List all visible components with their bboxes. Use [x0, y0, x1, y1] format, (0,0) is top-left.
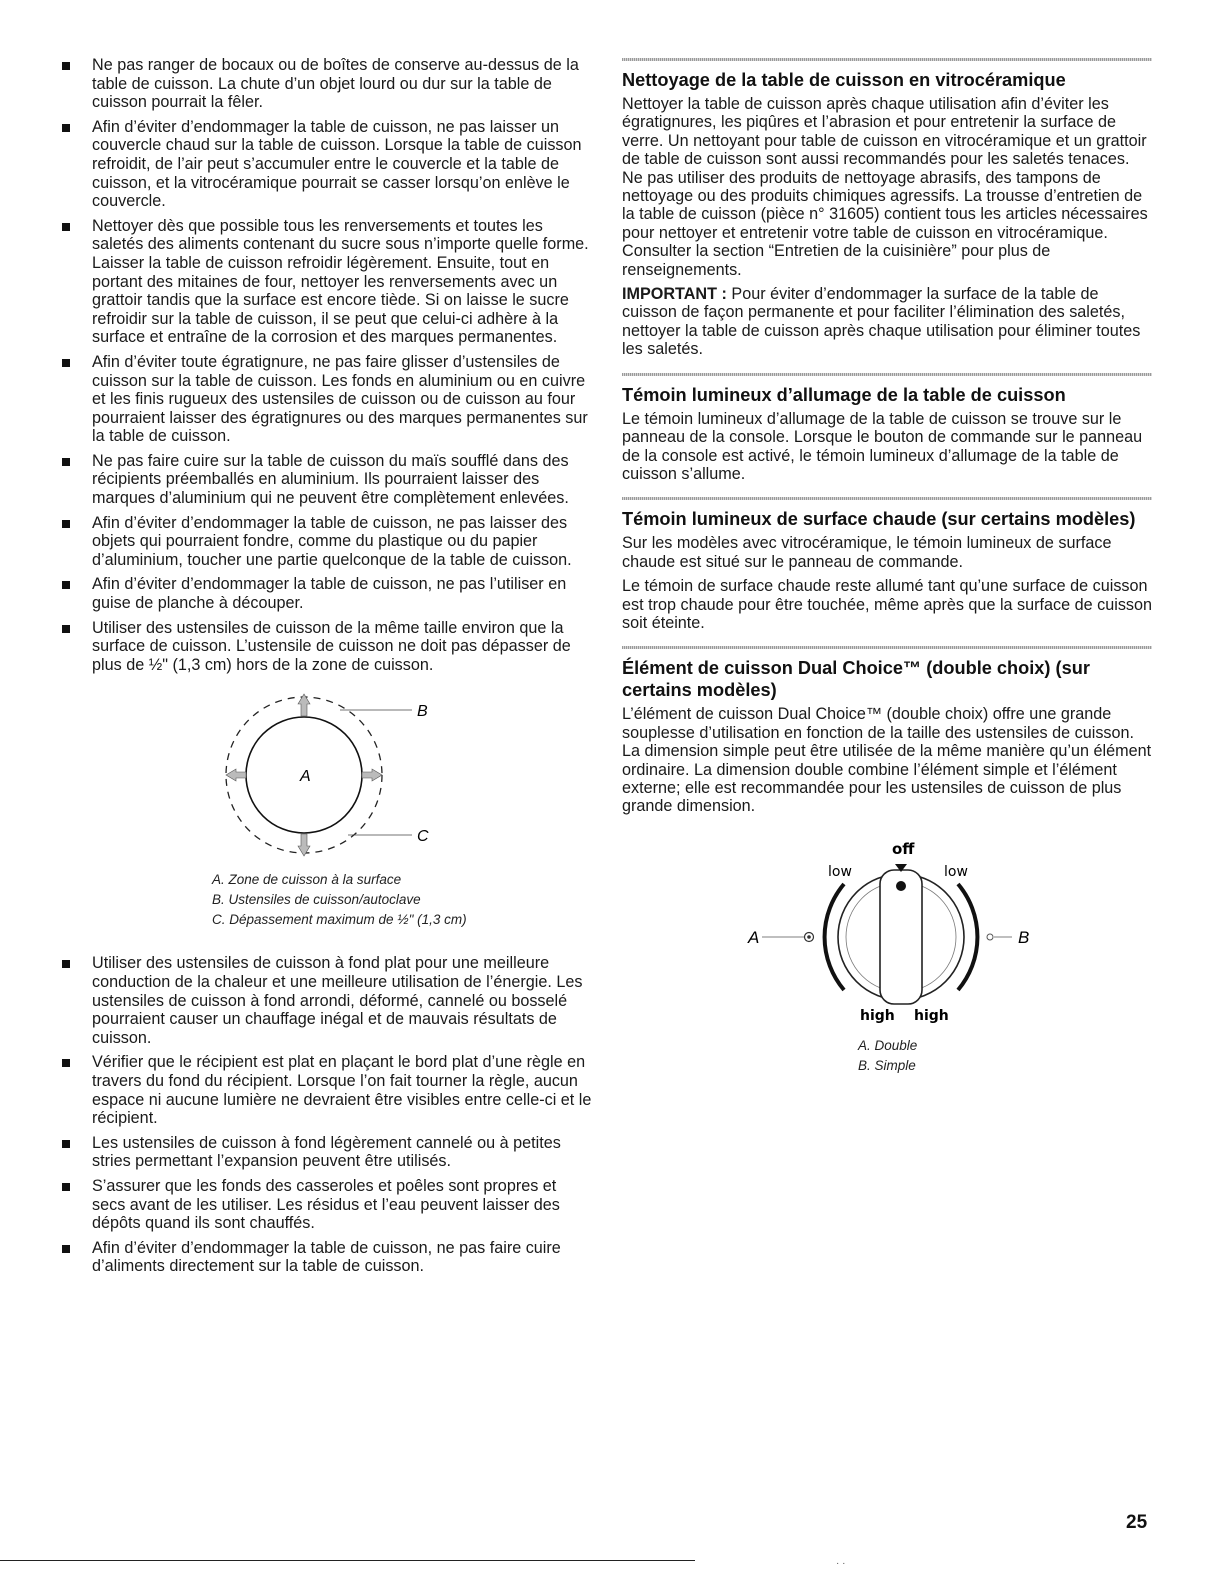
caption-a: A. Double — [858, 1037, 918, 1053]
important-label: IMPORTANT : — [622, 285, 727, 304]
footer-tick-marks: · · — [836, 1558, 846, 1569]
knob-caption — [858, 1036, 917, 1076]
section-title: Témoin lumineux de surface chaude (sur certains modèles) — [622, 509, 1136, 530]
label-low-left: low — [828, 863, 852, 880]
arrow-left-icon — [226, 769, 246, 781]
section-hot-surface-light — [622, 497, 1152, 632]
paragraph: Le témoin de surface chaude reste allumé tant qu’une surface de cuisson est trop chaude pour être touchée, même après que la surface de cuisson soit éteinte. — [622, 577, 1153, 632]
list-item: Utiliser des ustensiles de cuisson à fond plat pour une meilleure conduction de la chaleur et une meilleure utilisation de l’énergie. Les ustensiles de cuisson à fond arrondi, déformé, cannelé ou bosselé pourraient causer un chauffage inégal et de mauvais résultats de cuisson. — [62, 954, 592, 1047]
double-indicator-center — [807, 935, 811, 939]
label-b: B — [1018, 927, 1030, 947]
label-b: B — [417, 703, 428, 721]
control-knob-diagram — [732, 824, 1052, 1034]
simple-indicator-icon — [987, 934, 993, 940]
label-a: A — [748, 927, 760, 947]
section-title: Témoin lumineux d’allumage de la table de cuisson — [622, 384, 1066, 405]
important-text: Pour éviter d’endommager la surface de la table de cuisson de façon permanente et pour faciliter l’élimination des saletés, nettoyer la table de cuisson après chaque utilisation pour éliminer toutes les saletés. — [622, 285, 1141, 359]
paragraph: L’élément de cuisson Dual Choice™ (double choix) offre une grande souplesse d’utilisation en fonction de la taille des ustensiles de cuisson. La dimension simple peut être utilisée de la même manière qu’un élément ordinaire. La dimension double combine l’élément simple et l’élément externe; elle est recommandée pour les ustensiles de cuisson de plus grande dimension. — [622, 705, 1152, 816]
label-off: off — [892, 839, 915, 858]
arrow-up-icon — [298, 694, 310, 716]
cookware-size-figure — [62, 680, 592, 940]
paragraph: Sur les modèles avec vitrocéramique, le témoin lumineux de surface chaude est situé sur le panneau de commande. — [622, 534, 1112, 571]
section-divider — [622, 646, 1152, 649]
section-divider — [622, 58, 1152, 61]
label-a: A — [300, 768, 311, 786]
caption-a: A. Zone de cuisson à la surface — [212, 872, 402, 888]
label-c: C — [417, 828, 429, 846]
caption-b: B. Ustensiles de cuisson/autoclave — [212, 892, 421, 908]
list-item: Afin d’éviter d’endommager la table de cuisson, ne pas faire cuire d’aliments directement sur la table de cuisson. — [62, 1239, 592, 1276]
paragraph: Le témoin lumineux d’allumage de la table de cuisson se trouve sur le panneau de la console. Lorsque le bouton de commande sur le panneau de la console est activé, le témoin lumineux d’allumage de la table de cuisson s’allume. — [622, 409, 1143, 483]
page-number: 25 — [1126, 1512, 1148, 1533]
arrow-right-icon — [362, 769, 382, 781]
list-item: Les ustensiles de cuisson à fond légèrement cannelé ou à petites stries permettant l’expansion peuvent être utilisés. — [62, 1134, 592, 1171]
list-item: Afin d’éviter d’endommager la table de cuisson, ne pas l’utiliser en guise de planche à découper. — [62, 575, 592, 612]
list-item: Afin d’éviter d’endommager la table de cuisson, ne pas laisser un couvercle chaud sur la table de cuisson. Lorsque la table de cuisson refroidit, de l’air peut s’accumuler entre le couvercle et la table de cuisson, et la vitrocéramique pourrait se casser lorsqu’on enlève le couvercle. — [62, 118, 592, 211]
left-column — [62, 56, 592, 1282]
knob-indicator-dot — [896, 881, 906, 891]
dual-choice-knob-figure — [622, 824, 1152, 1074]
footer-rule — [0, 1560, 695, 1561]
section-divider — [622, 497, 1152, 500]
right-column — [622, 58, 1152, 1088]
list-item: S’assurer que les fonds des casseroles et poêles sont propres et secs avant de les utiliser. Les résidus et l’eau peuvent laisser des dépôts quand ils sont chauffés. — [62, 1177, 592, 1233]
section-cooktop-on-light — [622, 373, 1152, 484]
section-title: Nettoyage de la table de cuisson en vitrocéramique — [622, 70, 1066, 90]
label-low-right: low — [944, 863, 968, 880]
list-item: Utiliser des ustensiles de cuisson de la même taille environ que la surface de cuisson. L’ustensile de cuisson ne doit pas dépasser de plus de ½" (1,3 cm) hors de la zone de cuisson. — [62, 619, 592, 675]
list-item: Nettoyer dès que possible tous les renversements et toutes les saletés des aliments contenant du sucre sous n’importe quelle forme. Laisser la table de cuisson refroidir légèrement. Ensuite, tout en portant des mitaines de four, nettoyer les renversements avec un grattoir tandis que la surface est encore tiède. Si on laisse le sucre refroidir sur la table de cuisson, il se peut que celui-ci adhère à la surface et entraîne de la corrosion et des marques permanentes. — [62, 217, 592, 347]
label-high-left: high — [860, 1007, 895, 1024]
figure-caption — [212, 870, 467, 930]
caption-b: B. Simple — [858, 1057, 916, 1073]
list-item: Afin d’éviter toute égratignure, ne pas faire glisser d’ustensiles de cuisson sur la table de cuisson. Les fonds en aluminium ou en cuivre et les finis rugueux des ustensiles de cuisson ou de cuisson au four pourraient laisser des égratignures ou des marques permanentes sur la table de cuisson. — [62, 353, 592, 446]
paragraph: Nettoyer la table de cuisson après chaque utilisation afin d’éviter les égratignures, les piqûres et l’abrasion et pour entretenir la surface de verre. Un nettoyant pour table de cuisson en vitrocéramique et un grattoir de table de cuisson sont aussi recommandés pour les saletés tenaces. Ne pas utiliser des produits de nettoyage abrasifs, des tampons de nettoyage ou des produits chimiques agressifs. La trousse d’entretien de la table de cuisson (pièce n° 31605) contient tous les articles nécessaires pour nettoyer et entretenir votre table de cuisson en vitrocéramique. Consulter la section “Entretien de la cuisinière” pour plus de renseignements. — [622, 95, 1148, 279]
label-high-right: high — [914, 1007, 949, 1024]
section-title: Élément de cuisson Dual Choice™ (double choix) (sur certains modèles) — [622, 658, 1090, 701]
caption-c: C. Dépassement maximum de ½" (1,3 cm) — [212, 912, 467, 928]
section-cleaning — [622, 58, 1152, 359]
cooktop-tips-list-bottom — [62, 954, 592, 1276]
list-item: Ne pas ranger de bocaux ou de boîtes de conserve au-dessus de la table de cuisson. La chute d’un objet lourd ou dur sur la table de cuisson pourrait la fêler. — [62, 56, 592, 112]
section-divider — [622, 373, 1152, 376]
list-item: Afin d’éviter d’endommager la table de cuisson, ne pas laisser des objets qui pourraient fondre, comme du plastique ou du papier d’aluminium, toucher une partie quelconque de la table de cuisson. — [62, 514, 592, 570]
cooktop-tips-list-top — [62, 56, 592, 674]
list-item: Vérifier que le récipient est plat en plaçant le bord plat d’une règle en travers du fond du récipient. Lorsque l’on fait tourner la règle, aucun espace ni aucune lumière ne devraient être visibles entre celle-ci et le récipient. — [62, 1053, 592, 1127]
section-dual-choice — [622, 646, 1152, 1073]
cookware-diagram — [212, 680, 452, 865]
paragraph-important — [622, 285, 1152, 359]
list-item: Ne pas faire cuire sur la table de cuisson du maïs soufflé dans des récipients préemballés en aluminium. Ils pourraient laisser des marques d’aluminium qui ne peuvent être complètement enlevées. — [62, 452, 592, 508]
